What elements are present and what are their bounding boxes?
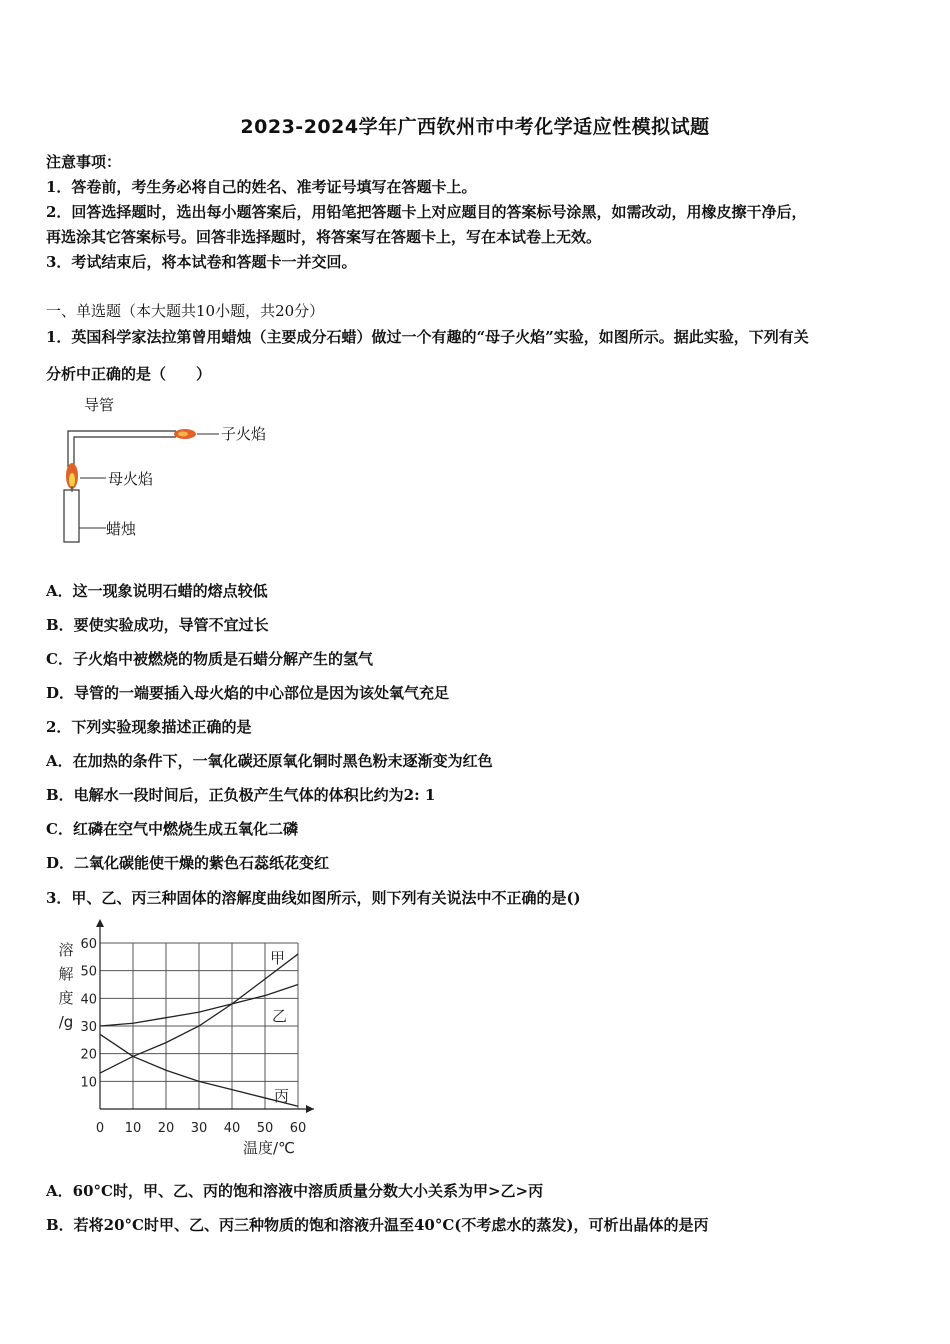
- section-heading: 一、单选题（本大题共10小题，共20分）: [46, 302, 325, 320]
- notice-item-2-cont: 再选涂其它答案标号。回答非选择题时，将答案写在答题卡上，写在本试卷上无效。: [46, 228, 602, 246]
- y-tick-label: 10: [80, 1075, 97, 1091]
- series-jia-label: 甲: [270, 949, 286, 967]
- y-tick-label: 60: [80, 937, 97, 952]
- label-child-flame: 子火焰: [221, 425, 267, 443]
- x-tick-label: 60: [289, 1121, 307, 1136]
- candle-figure: [44, 388, 294, 548]
- series-bing-label: 丙: [274, 1087, 290, 1105]
- q1-stem-cont: 分析中正确的是（ ）: [46, 365, 212, 383]
- x-tick-label: 50: [256, 1121, 274, 1136]
- q1-option-a: A．这一现象说明石蜡的熔点较低: [46, 582, 268, 600]
- y-axis-arrow: [96, 919, 104, 927]
- y-tick-label: 20: [80, 1047, 97, 1063]
- q2-option-c: C．红磷在空气中燃烧生成五氧化二磷: [46, 820, 298, 838]
- notice-item-1: 1．答卷前，考生务必将自己的姓名、准考证号填写在答题卡上。: [46, 178, 477, 196]
- label-candle: 蜡烛: [106, 520, 137, 538]
- x-tick-label: 30: [190, 1121, 208, 1136]
- notice-item-3: 3．考试结束后，将本试卷和答题卡一并交回。: [46, 253, 357, 271]
- notice-heading: 注意事项：: [46, 153, 122, 171]
- q3-option-b: B．若将20°C时甲、乙、丙三种物质的饱和溶液升温至40°C(不考虑水的蒸发)，可析出晶体的是丙: [46, 1216, 709, 1234]
- q2-option-a: A．在加热的条件下，一氧化碳还原氧化铜时黑色粉末逐渐变为红色: [46, 752, 493, 770]
- solubility-chart: [44, 915, 334, 1165]
- q2-stem: 2．下列实验现象描述正确的是: [46, 718, 252, 736]
- y-tick-label: 50: [80, 964, 97, 980]
- x-axis-label: 温度/℃: [243, 1139, 295, 1157]
- page-title: 2023-2024学年广西钦州市中考化学适应性模拟试题: [240, 116, 710, 138]
- x-tick-label: 40: [223, 1121, 241, 1136]
- q3-option-a: A．60°C时，甲、乙、丙的饱和溶液中溶质质量分数大小关系为甲>乙>丙: [46, 1182, 544, 1200]
- label-tube: 导管: [84, 396, 115, 414]
- y-tick-label: 40: [80, 992, 97, 1008]
- x-tick-label: 20: [157, 1121, 175, 1136]
- x-axis-arrow: [306, 1105, 314, 1113]
- q3-stem: 3．甲、乙、丙三种固体的溶解度曲线如图所示，则下列有关说法中不正确的是(): [46, 889, 581, 907]
- series-yi-label: 乙: [272, 1007, 288, 1025]
- q2-option-b: B．电解水一段时间后，正负极产生气体的体积比约为2: 1: [46, 786, 436, 804]
- q2-option-d: D．二氧化碳能使干燥的紫色石蕊纸花变红: [46, 854, 330, 872]
- y-axis-label-char: 解: [58, 965, 74, 983]
- label-mother-flame: 母火焰: [108, 470, 154, 488]
- x-tick-label: 0: [95, 1121, 105, 1136]
- notice-item-2: 2．回答选择题时，选出每小题答案后，用铅笔把答题卡上对应题目的答案标号涂黑，如需改动，用橡皮擦干净后，: [46, 203, 807, 221]
- y-tick-label: 30: [80, 1020, 97, 1035]
- q1-option-d: D．导管的一端要插入母火焰的中心部位是因为该处氧气充足: [46, 684, 450, 702]
- x-tick-label: 10: [124, 1121, 142, 1136]
- y-axis-label-char: 度: [58, 989, 74, 1007]
- y-axis-label-char: 溶: [58, 941, 74, 959]
- q1-stem: 1．英国科学家法拉第曾用蜡烛（主要成分石蜡）做过一个有趣的“母子火焰”实验，如图所示。据此实验，下列有关: [46, 328, 809, 346]
- y-axis-label-char: /g: [58, 1013, 74, 1031]
- q1-option-b: B．要使实验成功，导管不宜过长: [46, 616, 269, 634]
- q1-option-c: C．子火焰中被燃烧的物质是石蜡分解产生的氢气: [46, 650, 373, 668]
